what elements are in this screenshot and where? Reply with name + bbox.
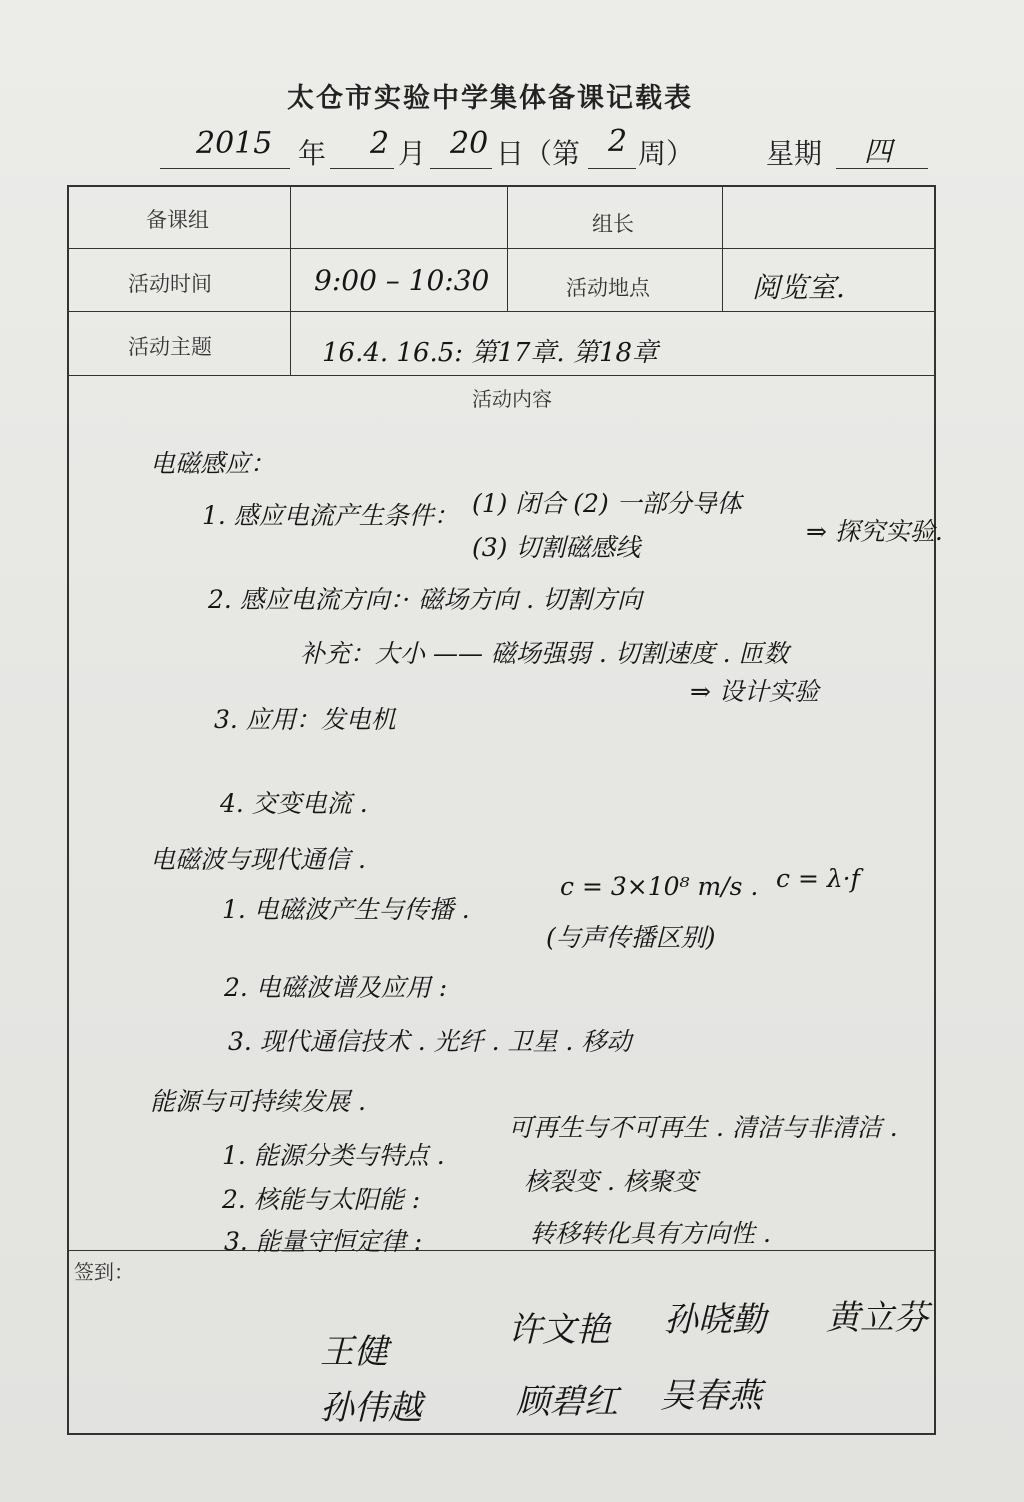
note-line: 2. 电磁波谱及应用 : bbox=[224, 973, 448, 1002]
month-underline bbox=[330, 168, 394, 169]
note-line: 3. 应用：发电机 bbox=[214, 705, 396, 734]
week-value: 2 bbox=[608, 124, 628, 159]
note-line: 1. 能源分类与特点 . bbox=[222, 1141, 445, 1170]
weekday-label: 星期 bbox=[766, 137, 823, 170]
signature: 孙伟越 bbox=[320, 1388, 422, 1428]
day-label: 日（第 bbox=[496, 137, 581, 170]
form-table bbox=[67, 185, 936, 1435]
month-value: 2 bbox=[370, 126, 390, 161]
year-underline bbox=[160, 168, 290, 169]
signature: 吴春燕 bbox=[660, 1376, 762, 1416]
note-line: 3. 能量守恒定律 : bbox=[224, 1227, 423, 1256]
row-divider-3 bbox=[67, 375, 936, 376]
topic-label: 活动主题 bbox=[128, 335, 212, 359]
day-value: 20 bbox=[450, 126, 489, 161]
note-line: 4. 交变电流 . bbox=[220, 789, 368, 818]
signature: 许文艳 bbox=[508, 1310, 610, 1350]
week-label: 周） bbox=[638, 137, 695, 170]
year-label: 年 bbox=[298, 137, 327, 170]
note-line: (3) 切割磁感线 bbox=[472, 533, 641, 562]
weekday-underline bbox=[836, 168, 928, 169]
content-title: 活动内容 bbox=[472, 387, 552, 411]
note-line: 补充：大小 —— 磁场强弱 . 切割速度 . 匝数 bbox=[300, 639, 789, 668]
signature: 王健 bbox=[320, 1332, 388, 1372]
date-line bbox=[160, 124, 930, 174]
leader-label: 组长 bbox=[592, 212, 634, 236]
note-line: 核裂变 . 核聚变 bbox=[524, 1167, 698, 1196]
place-value: 阅览室. bbox=[752, 271, 845, 304]
day-underline bbox=[430, 168, 492, 169]
month-label: 月 bbox=[398, 137, 427, 170]
signature: 孙晓勤 bbox=[664, 1300, 766, 1340]
note-line: 转移转化具有方向性 . bbox=[530, 1219, 771, 1248]
note-line: 2. 感应电流方向：· 磁场方向 . 切割方向 bbox=[208, 585, 643, 614]
col-divider-1 bbox=[290, 185, 291, 375]
signin-label: 签到： bbox=[74, 1260, 134, 1284]
note-line: (1) 闭合 (2) 一部分导体 bbox=[472, 489, 742, 518]
signature: 顾碧红 bbox=[516, 1382, 618, 1422]
week-underline bbox=[588, 168, 636, 169]
place-label: 活动地点 bbox=[566, 276, 650, 300]
note-line: 可再生与不可再生 . 清洁与非清洁 . bbox=[508, 1113, 898, 1142]
year-value: 2015 bbox=[196, 126, 273, 161]
note-line: 1. 感应电流产生条件： bbox=[202, 501, 459, 530]
note-heading-induction: 电磁感应： bbox=[150, 449, 276, 478]
note-line: 3. 现代通信技术 . 光纤 . 卫星 . 移动 bbox=[228, 1027, 632, 1056]
note-heading-energy: 能源与可持续发展 . bbox=[150, 1087, 366, 1116]
note-line: c = λ·f bbox=[776, 864, 860, 893]
row-divider-4 bbox=[67, 1250, 936, 1251]
note-line: 2. 核能与太阳能 : bbox=[222, 1185, 421, 1214]
topic-value: 16.4. 16.5: 第17章. 第18章 bbox=[322, 338, 659, 368]
note-line: 1. 电磁波产生与传播 . bbox=[222, 895, 470, 924]
note-line: ⇒ 设计实验 bbox=[690, 677, 819, 706]
row-divider-2 bbox=[67, 311, 936, 312]
weekday-value: 四 bbox=[864, 135, 893, 168]
time-value: 9:00 – 10:30 bbox=[314, 264, 490, 297]
form-title: 太仓市实验中学集体备课记载表 bbox=[287, 83, 693, 114]
signature: 黄立芬 bbox=[826, 1298, 928, 1338]
note-line: c = 3×10⁸ m/s . bbox=[560, 872, 759, 901]
note-line: ⇒ 探究实验. bbox=[806, 517, 943, 546]
note-heading-em-waves: 电磁波与现代通信 . bbox=[150, 845, 366, 874]
col-divider-3 bbox=[722, 185, 723, 311]
note-line: (与声传播区别) bbox=[546, 923, 716, 952]
time-label: 活动时间 bbox=[128, 272, 212, 296]
group-label: 备课组 bbox=[146, 208, 209, 232]
row-divider-1 bbox=[67, 248, 936, 249]
col-divider-2 bbox=[507, 185, 508, 311]
